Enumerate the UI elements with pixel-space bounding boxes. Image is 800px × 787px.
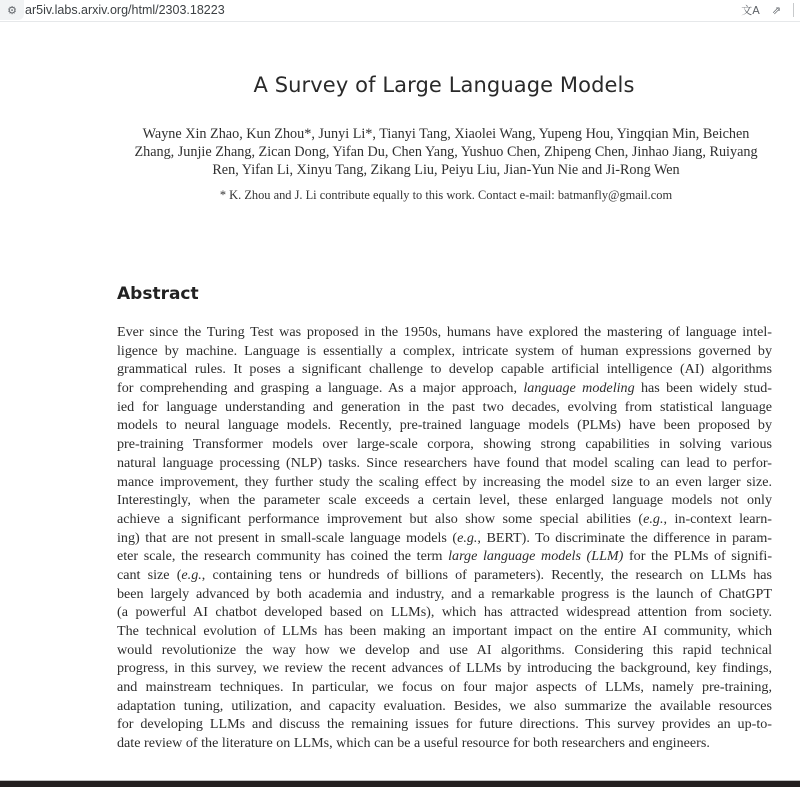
- text-run: , in-context learn-: [663, 510, 772, 527]
- abstract-line: [117, 566, 772, 585]
- abstract-line: [117, 697, 772, 716]
- emphasis-text: e.g.: [457, 529, 478, 546]
- abstract-line: [117, 603, 772, 622]
- author-list: [110, 126, 782, 179]
- abstract-line: [117, 342, 772, 361]
- author-line: Ren, Yifan Li, Xinyu Tang, Zikang Liu, Peiyu Liu, Jian-Yun Nie and Ji-Rong Wen: [212, 161, 680, 178]
- browser-address-bar: [0, 0, 800, 22]
- browser-actions: [741, 0, 794, 20]
- emphasis-text: language modeling: [523, 380, 635, 397]
- abstract-line: [117, 641, 772, 660]
- abstract-text: [117, 323, 772, 753]
- text-run: progress, in this survey, we review the recent advances of LLMs by introducing the background, key findings,: [117, 660, 772, 677]
- text-run: mance improvement, they further study the scaling effect by increasing the model size to an even larger size.: [117, 473, 772, 490]
- text-run: pre-training Transformer models over large-scale corpora, showing strong capabilities in solving various: [117, 436, 772, 453]
- abstract-line: [117, 323, 772, 342]
- text-run: Ever since the Turing Test was proposed in the 1950s, humans have explored the mastering of language intel-: [117, 324, 772, 340]
- share-icon[interactable]: ⇗: [771, 3, 781, 17]
- text-run: , BERT). To discriminate the difference in param-: [477, 529, 772, 546]
- text-run: (a powerful AI chatbot developed based on LLMs), which has attracted widespread attention from society.: [117, 604, 772, 621]
- abstract-heading: Abstract: [117, 284, 199, 304]
- text-run: would revolutionize the way how we develop and use AI algorithms. Considering this rapid technical: [117, 641, 772, 658]
- author-footnote: * K. Zhou and J. Li contribute equally to this work. Contact e-mail: batmanfly@gmail.com: [219, 188, 673, 202]
- abstract-line: [117, 454, 772, 473]
- paper-title: A Survey of Large Language Models: [253, 73, 635, 97]
- abstract-line: [117, 435, 772, 454]
- url-field[interactable]: ar5iv.labs.arxiv.org/html/2303.18223: [25, 3, 225, 17]
- text-run: , containing tens or hundreds of billions of parameters). Recently, the research on LLMs has: [201, 566, 772, 583]
- text-run: been largely advanced by both academia and industry, and a remarkable progress is the launch of ChatGPT: [117, 585, 772, 602]
- text-run: cant size (: [117, 566, 182, 583]
- text-run: for comprehending and grasping a language. As a major approach,: [117, 380, 524, 397]
- text-run: and mainstream techniques. In particular, we focus on four major aspects of LLMs, namely pre-training,: [117, 679, 772, 696]
- taskbar: [0, 780, 800, 787]
- abstract-line: [117, 734, 772, 753]
- author-line: Zhang, Junjie Zhang, Zican Dong, Yifan Du, Chen Yang, Yushuo Chen, Zhipeng Chen, Jinhao Jiang, Ruiyang: [134, 143, 758, 160]
- abstract-line: [117, 360, 772, 379]
- text-run: ing) that are not present in small-scale language models (: [117, 529, 458, 546]
- text-run: models to neural language models. Recently, pre-trained language models (PLMs) have been proposed by: [117, 417, 772, 434]
- text-run: Interestingly, when the parameter scale exceeds a certain level, these enlarged language models not only: [117, 492, 772, 509]
- text-run: ligence by machine. Language is essentially a complex, intricate system of human expressions governed by: [117, 342, 772, 359]
- author-line: Wayne Xin Zhao, Kun Zhou*, Junyi Li*, Tianyi Tang, Xiaolei Wang, Yupeng Hou, Yingqian Min, Beichen: [142, 126, 750, 142]
- site-info-tune-icon[interactable]: ⚙: [0, 0, 24, 20]
- emphasis-text: large language models (LLM): [448, 548, 624, 565]
- text-run: has been widely stud-: [634, 380, 772, 397]
- text-run: grammatical rules. It poses a significant challenge to develop capable artificial intelligence (AI) algorithms: [117, 361, 772, 378]
- abstract-line: [117, 585, 772, 604]
- abstract-line: [117, 416, 772, 435]
- abstract-line: [117, 622, 772, 641]
- abstract-line: [117, 510, 772, 529]
- emphasis-text: e.g.: [643, 510, 664, 527]
- text-run: ied for language understanding and generation in the past two decades, evolving from statistical language: [117, 398, 772, 415]
- text-run: for developing LLMs and discuss the remaining issues for future directions. This survey provides an up-to-: [117, 716, 772, 733]
- abstract-line: [117, 398, 772, 417]
- text-run: for the PLMs of signifi-: [623, 548, 773, 565]
- text-run: adaptation tuning, utilization, and capacity evaluation. Besides, we also summarize the available resources: [117, 697, 772, 714]
- abstract-line: [117, 678, 772, 697]
- paper-page: [0, 23, 800, 780]
- abstract-line: [117, 379, 772, 398]
- toolbar-divider: [793, 3, 794, 17]
- text-run: eter scale, the research community has coined the term: [117, 548, 449, 565]
- abstract-line: [117, 715, 772, 734]
- emphasis-text: e.g.: [181, 566, 202, 583]
- text-run: date review of the literature on LLMs, which can be a useful resource for both researchers and engineers.: [117, 735, 710, 752]
- abstract-line: [117, 547, 772, 566]
- abstract-line: [117, 529, 772, 548]
- text-run: The technical evolution of LLMs has been making an important impact on the entire AI community, which: [117, 623, 772, 639]
- text-run: natural language processing (NLP) tasks. Since researchers have found that model scaling can lead to perfor-: [117, 454, 772, 471]
- translate-icon[interactable]: 文A: [741, 4, 760, 17]
- text-run: achieve a significant performance improvement but also show some special abilities (: [117, 510, 644, 527]
- abstract-line: [117, 491, 772, 510]
- abstract-line: [117, 473, 772, 492]
- abstract-line: [117, 659, 772, 678]
